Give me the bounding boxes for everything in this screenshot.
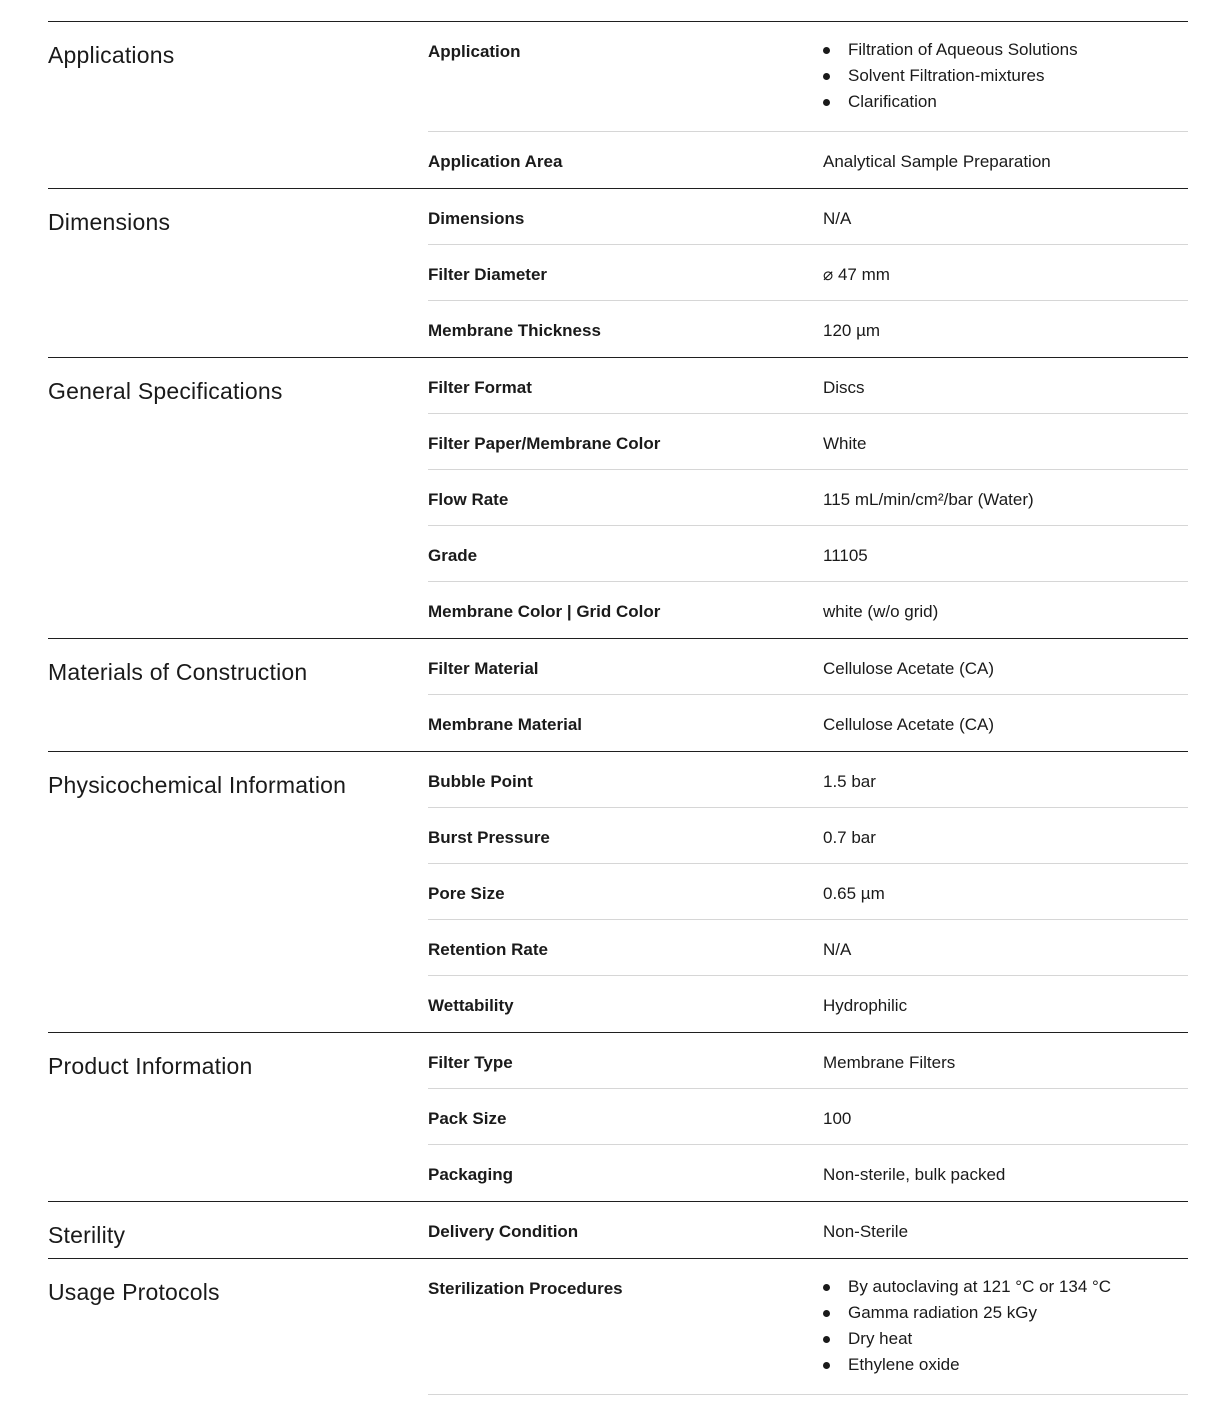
spec-rows (428, 639, 1188, 751)
spec-label: Flow Rate (428, 490, 509, 509)
spec-value: Discs (823, 378, 865, 397)
spec-label: Bubble Point (428, 772, 533, 791)
spec-rows (428, 189, 1188, 357)
spec-row-application-area (428, 132, 1188, 188)
spec-value: white (w/o grid) (823, 602, 939, 621)
spec-value (823, 22, 1188, 115)
spec-row-filter-type (428, 1033, 1188, 1089)
spec-label: Retention Rate (428, 940, 548, 959)
spec-label: Sterilization Procedures (428, 1279, 623, 1298)
spec-section-usage-protocols (48, 1258, 1188, 1395)
spec-label: Membrane Thickness (428, 321, 601, 340)
spec-label: Application Area (428, 152, 563, 171)
spec-row-application (428, 22, 1188, 132)
spec-value: 120 µm (823, 321, 881, 340)
list-item: Ethylene oxide (823, 1352, 1188, 1378)
spec-value: 100 (823, 1109, 852, 1128)
spec-label: Burst Pressure (428, 828, 550, 847)
spec-label: Grade (428, 546, 478, 565)
spec-label: Dimensions (428, 209, 525, 228)
spec-row-filter-diameter (428, 245, 1188, 301)
spec-value: Analytical Sample Preparation (823, 152, 1051, 171)
section-title: Usage Protocols (48, 1279, 220, 1305)
spec-value: Non-Sterile (823, 1222, 909, 1241)
section-title: Product Information (48, 1053, 253, 1079)
spec-value: 0.65 µm (823, 884, 885, 903)
list-item: Solvent Filtration-mixtures (823, 63, 1188, 89)
spec-rows (428, 22, 1188, 188)
spec-section-applications (48, 21, 1188, 188)
spec-value: N/A (823, 940, 852, 959)
spec-section-general-specifications (48, 357, 1188, 638)
spec-row-membrane-thickness (428, 301, 1188, 357)
spec-value: 11105 (823, 546, 868, 565)
spec-row-filter-paper-membrane-color (428, 414, 1188, 470)
section-title: Dimensions (48, 209, 171, 235)
spec-value: Non-sterile, bulk packed (823, 1165, 1006, 1184)
spec-value (823, 1259, 1188, 1378)
spec-label: Delivery Condition (428, 1222, 579, 1241)
spec-value: White (823, 434, 867, 453)
spec-value: 115 mL/min/cm²/bar (Water) (823, 490, 1034, 509)
spec-section-physicochemical-information (48, 751, 1188, 1032)
section-title: Applications (48, 42, 175, 68)
spec-label: Wettability (428, 996, 514, 1015)
section-title: Materials of Construction (48, 659, 308, 685)
spec-rows (428, 358, 1188, 638)
spec-row-filter-format (428, 358, 1188, 414)
spec-label: Pack Size (428, 1109, 507, 1128)
spec-section-materials-of-construction (48, 638, 1188, 751)
spec-value: N/A (823, 209, 852, 228)
spec-section-product-information (48, 1032, 1188, 1201)
section-title: Sterility (48, 1222, 126, 1248)
spec-label: Filter Format (428, 378, 532, 397)
list-item: Dry heat (823, 1326, 1188, 1352)
section-title: General Specifications (48, 378, 283, 404)
list-item: Clarification (823, 89, 1188, 115)
spec-value: Hydrophilic (823, 996, 908, 1015)
spec-row-flow-rate (428, 470, 1188, 526)
spec-rows (428, 1033, 1188, 1201)
spec-row-membrane-material (428, 695, 1188, 751)
spec-row-delivery-condition (428, 1202, 1188, 1258)
spec-section-dimensions (48, 188, 1188, 357)
spec-label: Filter Diameter (428, 265, 548, 284)
spec-label: Filter Material (428, 659, 539, 678)
spec-label: Filter Paper/Membrane Color (428, 434, 661, 453)
specifications-table (48, 21, 1188, 1395)
spec-row-dimensions (428, 189, 1188, 245)
spec-row-packaging (428, 1145, 1188, 1201)
spec-row-burst-pressure (428, 808, 1188, 864)
spec-row-pore-size (428, 864, 1188, 920)
spec-value-list (823, 37, 1188, 115)
list-item: By autoclaving at 121 °C or 134 °C (823, 1274, 1188, 1300)
spec-value: ⌀ 47 mm (823, 265, 890, 284)
spec-label: Pore Size (428, 884, 505, 903)
spec-label: Membrane Color | Grid Color (428, 602, 661, 621)
list-item: Gamma radiation 25 kGy (823, 1300, 1188, 1326)
spec-row-grade (428, 526, 1188, 582)
spec-label: Membrane Material (428, 715, 582, 734)
spec-label: Application (428, 42, 521, 61)
spec-rows (428, 1259, 1188, 1395)
spec-label: Filter Type (428, 1053, 513, 1072)
spec-rows (428, 752, 1188, 1032)
spec-label: Packaging (428, 1165, 514, 1184)
spec-value-list (823, 1274, 1188, 1378)
spec-value: Membrane Filters (823, 1053, 956, 1072)
section-title: Physicochemical Information (48, 772, 347, 798)
spec-value: 1.5 bar (823, 772, 876, 791)
spec-row-pack-size (428, 1089, 1188, 1145)
spec-value: Cellulose Acetate (CA) (823, 715, 995, 734)
list-item: Filtration of Aqueous Solutions (823, 37, 1188, 63)
spec-value: 0.7 bar (823, 828, 876, 847)
spec-rows (428, 1202, 1188, 1258)
spec-row-filter-material (428, 639, 1188, 695)
spec-row-sterilization-procedures (428, 1259, 1188, 1395)
spec-row-membrane-color-grid-color (428, 582, 1188, 638)
spec-row-bubble-point (428, 752, 1188, 808)
spec-row-retention-rate (428, 920, 1188, 976)
spec-value: Cellulose Acetate (CA) (823, 659, 995, 678)
spec-row-wettability (428, 976, 1188, 1032)
spec-section-sterility (48, 1201, 1188, 1258)
